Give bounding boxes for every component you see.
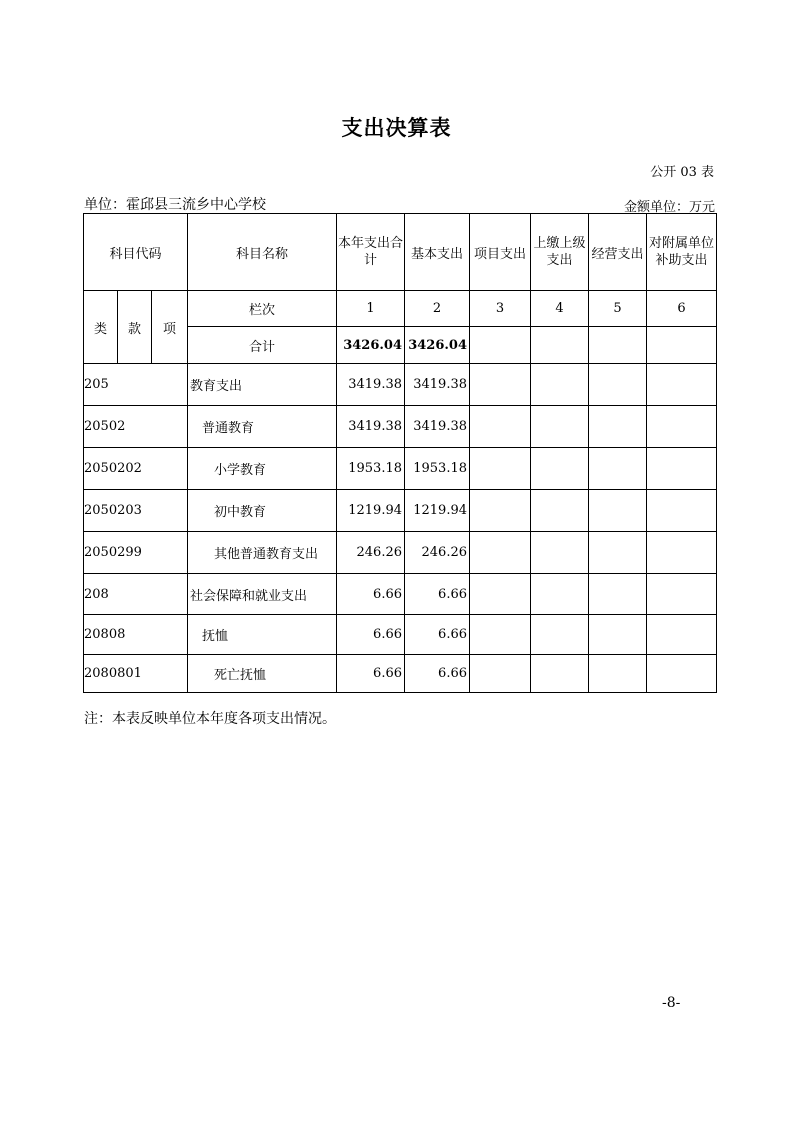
- table-row: [84, 532, 717, 574]
- lanci-num: 2: [405, 291, 470, 327]
- table-row: [84, 490, 717, 532]
- row-basic: 6.66: [405, 615, 470, 655]
- header-name: 科目名称: [188, 214, 337, 291]
- lanci-row: [84, 291, 717, 327]
- header-xiang: 项: [152, 291, 188, 364]
- header-project: 项目支出: [470, 214, 531, 291]
- table-note: 注：本表反映单位本年度各项支出情况。: [84, 711, 336, 727]
- row-total: 6.66: [337, 574, 405, 615]
- header-basic: 基本支出: [405, 214, 470, 291]
- row-code: 205: [84, 364, 188, 406]
- lanci-num: 1: [337, 291, 405, 327]
- lanci-num: 6: [647, 291, 717, 327]
- row-code: 20502: [84, 406, 188, 448]
- table-row: [84, 574, 717, 615]
- row-basic: 246.26: [405, 532, 470, 574]
- header-kuan: 款: [118, 291, 152, 364]
- row-name: 其他普通教育支出: [188, 532, 337, 574]
- header-lei: 类: [84, 291, 118, 364]
- row-total: 3419.38: [337, 364, 405, 406]
- table-row: [84, 615, 717, 655]
- row-total: 246.26: [337, 532, 405, 574]
- row-basic: 1219.94: [405, 490, 470, 532]
- row-basic: 6.66: [405, 655, 470, 693]
- row-name: 教育支出: [188, 364, 337, 406]
- row-total: 1219.94: [337, 490, 405, 532]
- header-upper: 上缴上级支出: [531, 214, 589, 291]
- row-name: 社会保障和就业支出: [188, 574, 337, 615]
- table-row: [84, 364, 717, 406]
- header-subsidy: 对附属单位补助支出: [647, 214, 717, 291]
- row-name: 普通教育: [188, 406, 337, 448]
- row-basic: 1953.18: [405, 448, 470, 490]
- row-total: 3419.38: [337, 406, 405, 448]
- row-name: 抚恤: [188, 615, 337, 655]
- document-number: 公开 03 表: [650, 165, 714, 180]
- lanci-num: 4: [531, 291, 589, 327]
- page-number: -8-: [662, 995, 681, 1011]
- amount-unit-label: 金额单位：万元: [623, 200, 715, 215]
- row-total: 6.66: [337, 615, 405, 655]
- total-label: 合计: [188, 327, 337, 364]
- unit-label: 单位：霍邱县三流乡中心学校: [84, 197, 266, 213]
- row-code: 208: [84, 574, 188, 615]
- header-row: [84, 214, 717, 291]
- row-basic: 3419.38: [405, 364, 470, 406]
- row-name: 初中教育: [188, 490, 337, 532]
- row-code: 2050299: [84, 532, 188, 574]
- row-basic: 3419.38: [405, 406, 470, 448]
- expenditure-table: [83, 213, 717, 693]
- table-row: [84, 448, 717, 490]
- row-code: 2050202: [84, 448, 188, 490]
- header-total: 本年支出合计: [337, 214, 405, 291]
- header-business: 经营支出: [589, 214, 647, 291]
- row-code: 2080801: [84, 655, 188, 693]
- row-name: 死亡抚恤: [188, 655, 337, 693]
- report-title: 支出决算表: [341, 116, 452, 140]
- row-code: 20808: [84, 615, 188, 655]
- table-row: [84, 406, 717, 448]
- row-total: 6.66: [337, 655, 405, 693]
- row-code: 2050203: [84, 490, 188, 532]
- row-total: 1953.18: [337, 448, 405, 490]
- lanci-num: 3: [470, 291, 531, 327]
- lanci-num: 5: [589, 291, 647, 327]
- lanci-label: 栏次: [188, 291, 337, 327]
- total-basic: 3426.04: [405, 327, 470, 364]
- row-name: 小学教育: [188, 448, 337, 490]
- table-row: [84, 655, 717, 693]
- total-amount: 3426.04: [337, 327, 405, 364]
- row-basic: 6.66: [405, 574, 470, 615]
- header-code: 科目代码: [84, 214, 188, 291]
